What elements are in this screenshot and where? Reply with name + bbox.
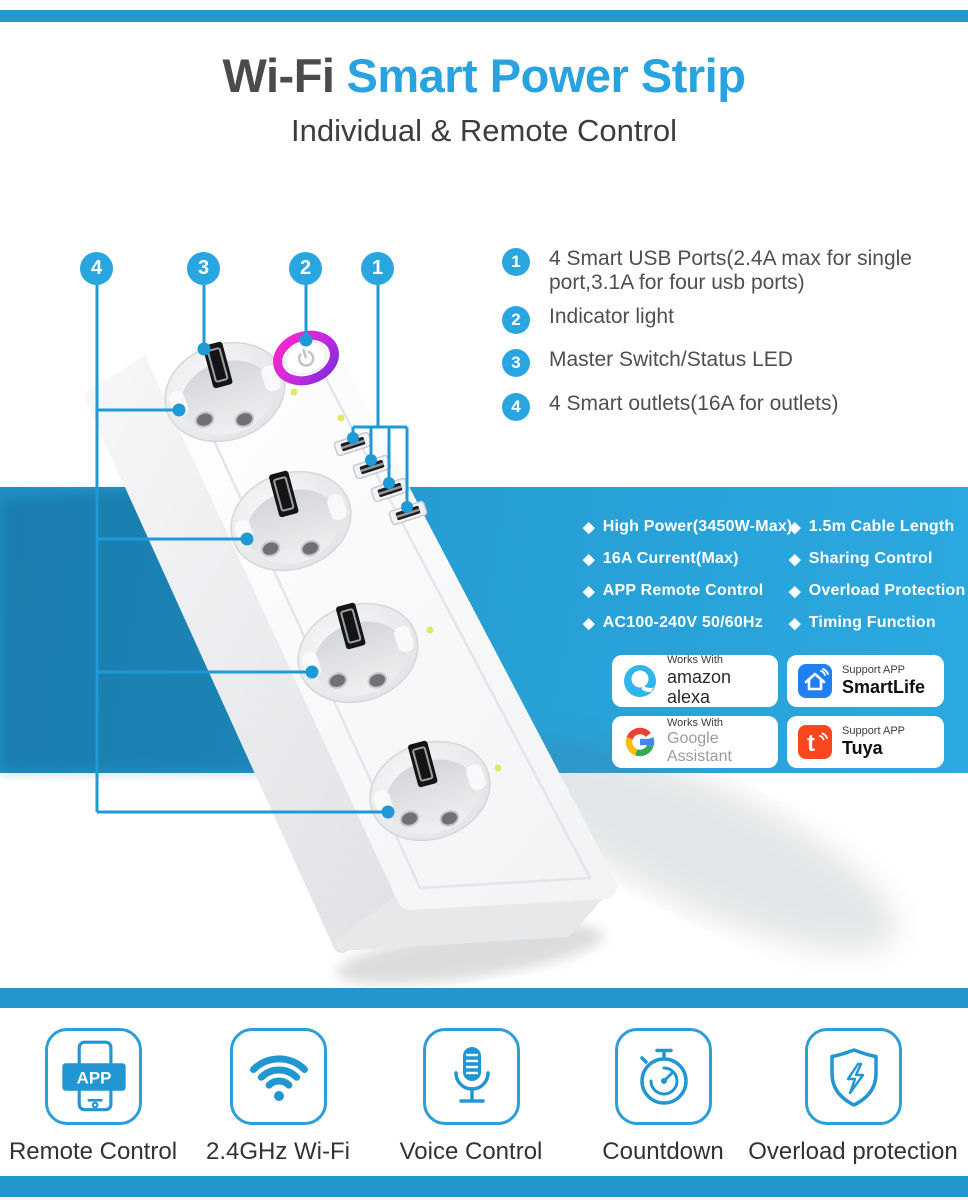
badge-kicker: Works With <box>667 654 724 666</box>
feature-text: High Power(3450W-Max) <box>602 518 793 535</box>
tile-countdown <box>615 1028 712 1125</box>
svg-text:t: t <box>807 730 815 757</box>
microphone-icon <box>440 1044 504 1110</box>
legend-item-2 <box>502 305 949 334</box>
marker-3-label: 3 <box>197 257 210 279</box>
badge-kicker: Support APP <box>842 725 905 738</box>
feature-high-power <box>583 511 793 543</box>
feature-text: 16A Current(Max) <box>602 550 739 567</box>
feature-cable-length <box>789 511 965 543</box>
feature-text: 1.5m Cable Length <box>808 518 955 535</box>
label-countdown: Countdown <box>602 1138 724 1165</box>
feature-current <box>583 543 789 575</box>
badge-google-assistant <box>612 716 778 768</box>
badge-amazon-alexa <box>612 655 778 707</box>
tile-overload-protection <box>805 1028 902 1125</box>
label-wifi: 2.4GHz Wi-Fi <box>206 1138 350 1165</box>
shield-bolt-icon <box>822 1044 886 1110</box>
feature-list <box>583 511 966 639</box>
diamond-icon: ◆ <box>789 551 801 568</box>
marker-2-label: 2 <box>299 257 312 279</box>
tile-remote-control <box>45 1028 142 1125</box>
legend-label-2: Indicator light <box>549 305 674 328</box>
feature-text: APP Remote Control <box>602 582 764 599</box>
legend-num-4: 4 <box>502 393 530 421</box>
diamond-icon: ◆ <box>583 615 595 632</box>
badge-text <box>842 664 925 697</box>
legend-item-3 <box>502 348 949 377</box>
feature-voltage <box>583 607 789 639</box>
feature-text: Sharing Control <box>808 550 933 567</box>
label-voice-control: Voice Control <box>399 1138 543 1165</box>
legend-num-2: 2 <box>502 306 530 334</box>
diamond-icon: ◆ <box>583 583 595 600</box>
badge-name: amazon alexa <box>667 666 732 708</box>
badge-kicker: Support APP <box>842 664 905 677</box>
stopwatch-icon <box>632 1044 696 1110</box>
badge-text <box>667 717 778 766</box>
feature-timing <box>789 607 965 639</box>
smartlife-logo-icon <box>796 662 834 700</box>
badge-name: SmartLife <box>842 676 926 697</box>
legend-item-1 <box>502 247 949 294</box>
marker-2 <box>289 252 322 285</box>
diamond-icon: ◆ <box>583 519 595 536</box>
diamond-icon: ◆ <box>789 519 801 536</box>
diamond-icon: ◆ <box>789 615 801 632</box>
app-phone-icon <box>58 1039 130 1115</box>
label-overload-protection: Overload protection <box>748 1138 958 1165</box>
title-prefix: Wi-Fi <box>222 49 335 102</box>
badge-name: Tuya <box>842 737 883 758</box>
compatibility-badges <box>612 655 944 768</box>
alexa-logo-icon <box>621 662 659 700</box>
label-remote-control: Remote Control <box>8 1138 178 1165</box>
badge-tuya <box>787 716 944 768</box>
feature-overload <box>789 575 965 607</box>
badge-smartlife <box>787 655 944 707</box>
marker-1 <box>361 252 394 285</box>
marker-4-label: 4 <box>90 257 103 279</box>
marker-4 <box>80 252 113 285</box>
legend-label-4: 4 Smart outlets(16A for outlets) <box>549 392 839 415</box>
page-subtitle: Individual & Remote Control <box>291 113 677 148</box>
legend-label-3: Master Switch/Status LED <box>549 348 793 371</box>
diamond-icon: ◆ <box>789 583 801 600</box>
google-logo-icon <box>621 723 659 761</box>
badge-name: Google Assistant <box>667 729 732 766</box>
badge-text <box>842 725 905 758</box>
feature-text: Overload Protection <box>808 582 966 599</box>
feature-sharing <box>789 543 965 575</box>
app-badge-text: APP <box>76 1067 111 1087</box>
feature-text: Timing Function <box>808 614 936 631</box>
legend-item-4 <box>502 392 949 421</box>
diamond-icon: ◆ <box>583 551 595 568</box>
marker-1-label: 1 <box>371 257 384 279</box>
wifi-icon <box>245 1045 313 1109</box>
tile-voice-control <box>423 1028 520 1125</box>
badge-kicker: Works With <box>667 717 724 730</box>
title-main: Smart Power Strip <box>346 49 746 102</box>
feature-text: AC100-240V 50/60Hz <box>602 614 763 631</box>
tile-wifi <box>230 1028 327 1125</box>
legend-num-1: 1 <box>502 248 530 276</box>
marker-3 <box>187 252 220 285</box>
feature-app-remote <box>583 575 789 607</box>
badge-text <box>667 654 778 708</box>
tuya-logo-icon <box>796 723 834 761</box>
legend-num-3: 3 <box>502 349 530 377</box>
legend-label-1: 4 Smart USB Ports(2.4A max for single port,3.1A for four usb ports) <box>549 247 912 294</box>
